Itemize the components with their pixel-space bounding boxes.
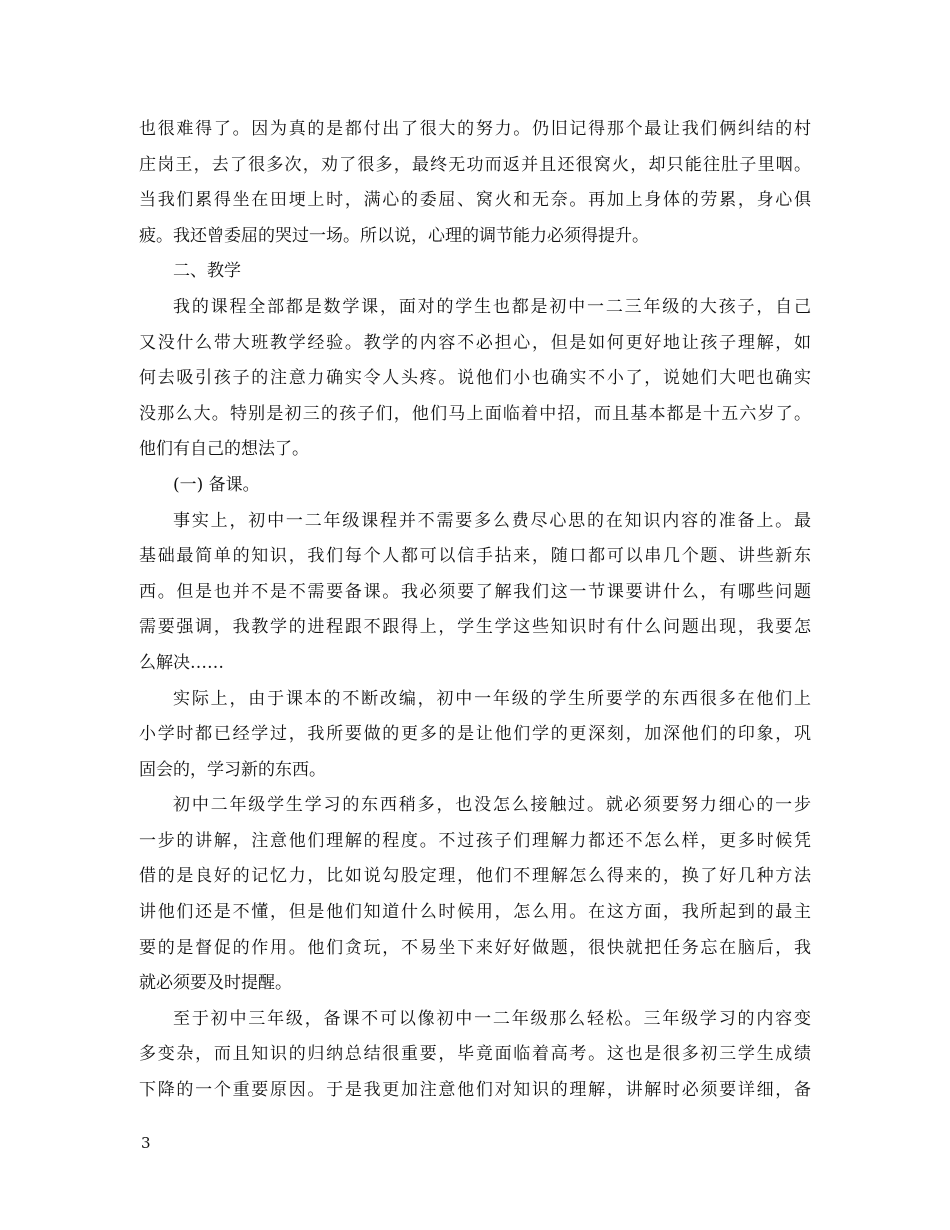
text-line: 么解决…… — [139, 652, 224, 673]
text-line: 初中二年级学生学习的东西稍多，也没怎么接触过。就必须要努力细心的一步 — [173, 795, 811, 816]
text-line: 小学时都已经学过，我所要做的更多的是让他们学的更深刻，加深他们的印象，巩 — [139, 724, 811, 745]
text-line: 我的课程全部都是数学课，面对的学生也都是初中一二三年级的大孩子，自己 — [173, 296, 811, 317]
text-line: 何去吸引孩子的注意力确实令人头疼。说他们小也确实不小了，说她们大吧也确实 — [139, 368, 811, 389]
text-line: 事实上，初中一二年级课程并不需要多么费尽心思的在知识内容的准备上。最 — [173, 510, 811, 531]
text-line: 固会的，学习新的东西。 — [139, 759, 326, 780]
text-line: 需要强调，我教学的进程跟不跟得上，学生学这些知识时有什么问题出现，我要怎 — [139, 617, 811, 638]
text-line: 讲他们还是不懂，但是他们知道什么时候用，怎么用。在这方面，我所起到的最主 — [139, 902, 811, 923]
text-line: 基础最简单的知识，我们每个人都可以信手拈来，随口都可以串几个题、讲些新东 — [139, 546, 811, 567]
text-line: 下降的一个重要原因。于是我更加注意他们对知识的理解，讲解时必须要详细，备 — [139, 1080, 811, 1101]
text-line: 一步的讲解，注意他们理解的程度。不过孩子们理解力都还不怎么样，更多时候凭 — [139, 830, 811, 851]
text-line: 要的是督促的作用。他们贪玩，不易坐下来好好做题，很快就把任务忘在脑后，我 — [139, 937, 811, 958]
section-heading: 二、教学 — [173, 261, 241, 282]
text-line: 也很难得了。因为真的是都付出了很大的努力。仍旧记得那个最让我们俩纠结的村 — [139, 119, 811, 139]
text-line: 实际上，由于课本的不断改编，初中一年级的学生所要学的东西很多在他们上 — [173, 688, 811, 709]
text-line: 借的是良好的记忆力，比如说勾股定理，他们不理解怎么得来的，换了好几种方法 — [139, 866, 811, 887]
text-line: 没那么大。特别是初三的孩子们，他们马上面临着中招，而且基本都是十五六岁了。 — [139, 403, 811, 424]
text-line: 西。但是也并不是不需要备课。我必须要了解我们这一节课要讲什么，有哪些问题 — [139, 581, 811, 602]
text-line: 庄岗王，去了很多次，劝了很多，最终无功而返并且还很窝火，却只能往肚子里咽。 — [139, 154, 811, 175]
text-line: 又没什么带大班教学经验。教学的内容不必担心，但是如何更好地让孩子理解，如 — [139, 332, 811, 353]
text-line: 多变杂，而且知识的归纳总结很重要，毕竟面临着高考。这也是很多初三学生成绩 — [139, 1044, 811, 1065]
text-line: 疲。我还曾委屈的哭过一场。所以说，心理的调节能力必须得提升。 — [139, 225, 649, 246]
page-number: 3 — [141, 1134, 151, 1152]
text-line: 至于初中三年级，备课不可以像初中一二年级那么轻松。三年级学习的内容变 — [173, 1008, 811, 1029]
text-line: 他们有自己的想法了。 — [139, 439, 309, 460]
text-line: 就必须要及时提醒。 — [139, 973, 292, 994]
subsection-heading: (一) 备课。 — [173, 474, 260, 495]
body-text — [139, 112, 811, 1109]
text-line: 当我们累得坐在田埂上时，满心的委屈、窝火和无奈。再加上身体的劳累，身心俱 — [139, 190, 811, 211]
